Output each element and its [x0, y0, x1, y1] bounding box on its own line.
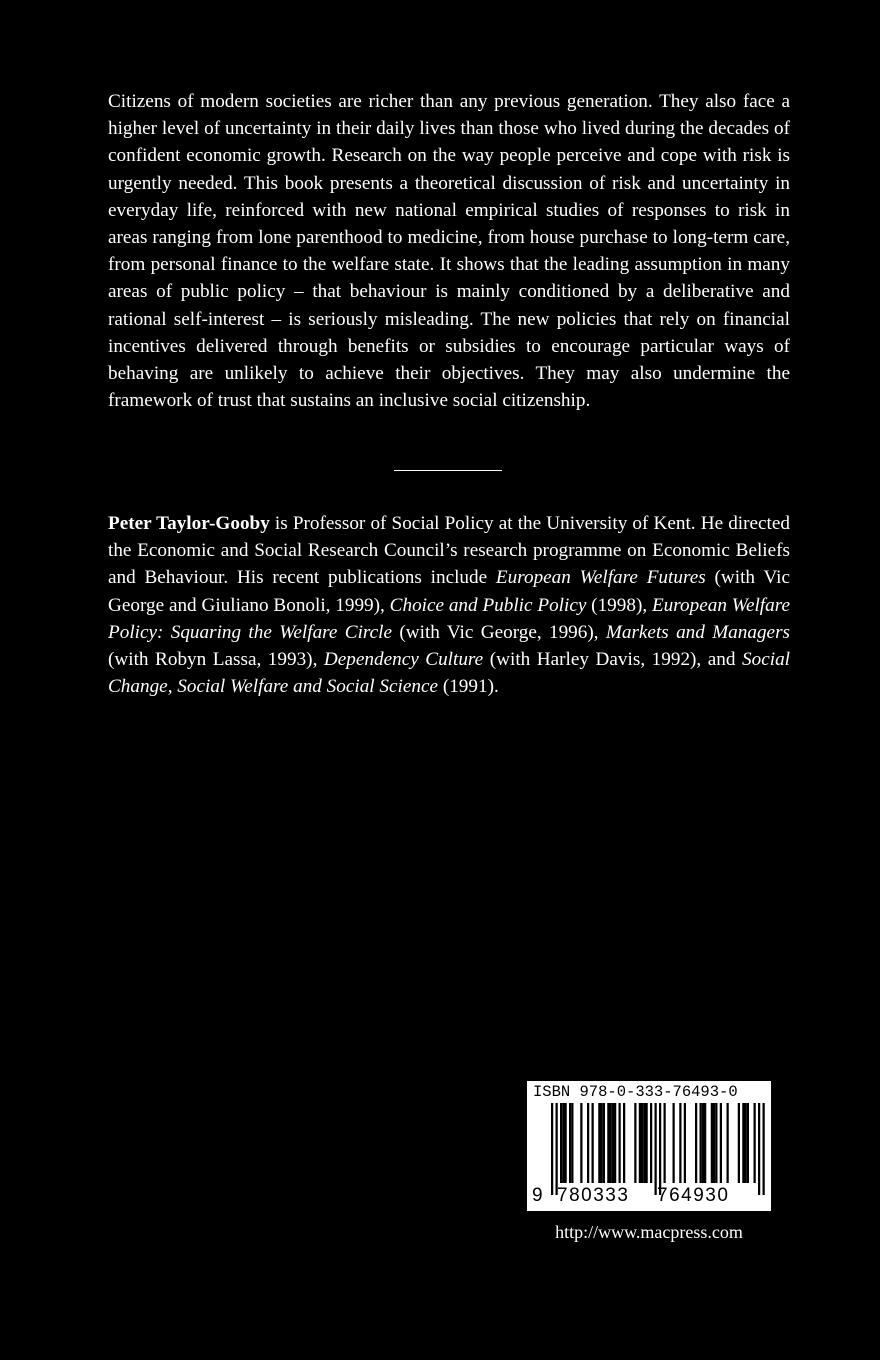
barcode-bar: [639, 1103, 641, 1183]
barcode-bar: [650, 1103, 652, 1183]
barcode-bar: [612, 1103, 614, 1183]
book-title-2: Choice and Public Policy: [389, 594, 587, 616]
back-cover-blurb: Citizens of modern societies are richer than any previous generation. They also face a higher level of uncertainty in their daily lives than those who lived during the decades of confident economic growth. Research on the way people perceive and cope with risk is urgently needed. This book presents a theoretical discussion of risk and uncertainty in everyday life, reinforced with new national empirical studies of responses to risk in areas ranging from lone parenthood to medicine, from house purchase to long-term care, from personal finance to the welfare state. It shows that the leading assumption in many areas of public policy – that behaviour is mainly conditioned by a deliberative and rational self-interest – is seriously misleading. The new policies that rely on financial incentives delivered through benefits or subsidies to encourage particular ways of behaving are unlikely to achieve their objectives. They may also undermine the framework of trust that sustains an inclusive social citizenship.: [108, 91, 790, 412]
barcode-bar: [758, 1103, 760, 1195]
barcode-bar: [592, 1103, 594, 1183]
barcode-bar: [643, 1103, 645, 1183]
barcode-bar: [587, 1103, 589, 1183]
barcode-bar: [560, 1103, 562, 1183]
author-name: Peter Taylor-Gooby: [108, 513, 270, 534]
barcode-bar: [565, 1103, 567, 1183]
bio-text-5: (with Robyn Lassa, 1993),: [108, 649, 324, 671]
barcode-bar: [556, 1103, 558, 1195]
barcode-bar: [763, 1103, 765, 1195]
barcode-bar: [659, 1103, 661, 1195]
publisher-url: http://www.macpress.com: [555, 1222, 743, 1242]
barcode-bar: [623, 1103, 625, 1183]
book-title-5: Dependency Culture: [323, 649, 484, 671]
book-title-1: European Welfare Futures: [495, 567, 706, 589]
barcode-bar: [569, 1103, 571, 1183]
barcode-bar: [551, 1103, 553, 1195]
barcode-bar: [713, 1103, 715, 1183]
barcode-bar: [610, 1103, 612, 1183]
barcode-bar: [754, 1103, 756, 1183]
barcode-bar: [619, 1103, 621, 1183]
barcode-bar: [603, 1103, 605, 1183]
ean-left-digits: 780333: [557, 1185, 630, 1206]
isbn-label: ISBN 978-0-333-76493-0: [533, 1083, 738, 1101]
book-title-3: European Welfare Policy: Squaring the Welfare Circle: [108, 594, 790, 643]
barcode-bar: [704, 1103, 706, 1183]
section-divider: [394, 470, 502, 471]
barcode-bar: [598, 1103, 600, 1183]
bio-text-7: (1991).: [438, 676, 499, 698]
barcode-bar: [679, 1103, 681, 1183]
bio-text-4: (with Vic George, 1996),: [392, 621, 606, 643]
barcode-bar: [607, 1103, 609, 1183]
barcode-bar: [702, 1103, 704, 1183]
barcode-bar: [655, 1103, 657, 1195]
book-title-4: Markets and Managers: [605, 621, 790, 643]
barcode-bar: [742, 1103, 744, 1183]
barcode-bar: [571, 1103, 573, 1183]
barcode-bar: [684, 1103, 686, 1183]
barcode-bar: [711, 1103, 713, 1183]
barcode-bar: [745, 1103, 747, 1183]
barcode-bar: [562, 1103, 564, 1183]
barcode-bar: [634, 1103, 636, 1183]
barcode-bar: [700, 1103, 702, 1183]
barcode-bar: [695, 1103, 697, 1183]
isbn-barcode: [527, 1081, 771, 1211]
barcode-bar: [641, 1103, 643, 1183]
author-bio: [108, 510, 790, 700]
barcode-bar: [727, 1103, 729, 1183]
ean-first-digit: 9: [532, 1185, 545, 1206]
barcode-bar: [720, 1103, 722, 1183]
barcode-bar: [747, 1103, 749, 1183]
bio-text-3: (1998),: [586, 594, 652, 616]
barcode-bar: [646, 1103, 648, 1183]
barcode-bar: [580, 1103, 582, 1183]
book-title-6: Social Change, Social Welfare and Social Science: [108, 649, 790, 698]
bio-text-2: (with Vic George and Giuliano Bonoli, 1999),: [108, 567, 790, 616]
ean-right-digits: 764930: [657, 1185, 730, 1206]
barcode-bar: [614, 1103, 616, 1183]
barcode-bar: [715, 1103, 717, 1183]
barcode-bar: [673, 1103, 675, 1183]
barcode-bar: [738, 1103, 740, 1183]
bio-text-1: is Professor of Social Policy at the University of Kent. He directed the Economic and Social Research Council’s research programme on Economic Beliefs and Behaviour. His recent publications include: [108, 513, 790, 589]
bio-text-6: (with Harley Davis, 1992), and: [483, 649, 743, 671]
barcode-bar: [664, 1103, 666, 1183]
barcode-bar: [601, 1103, 603, 1183]
